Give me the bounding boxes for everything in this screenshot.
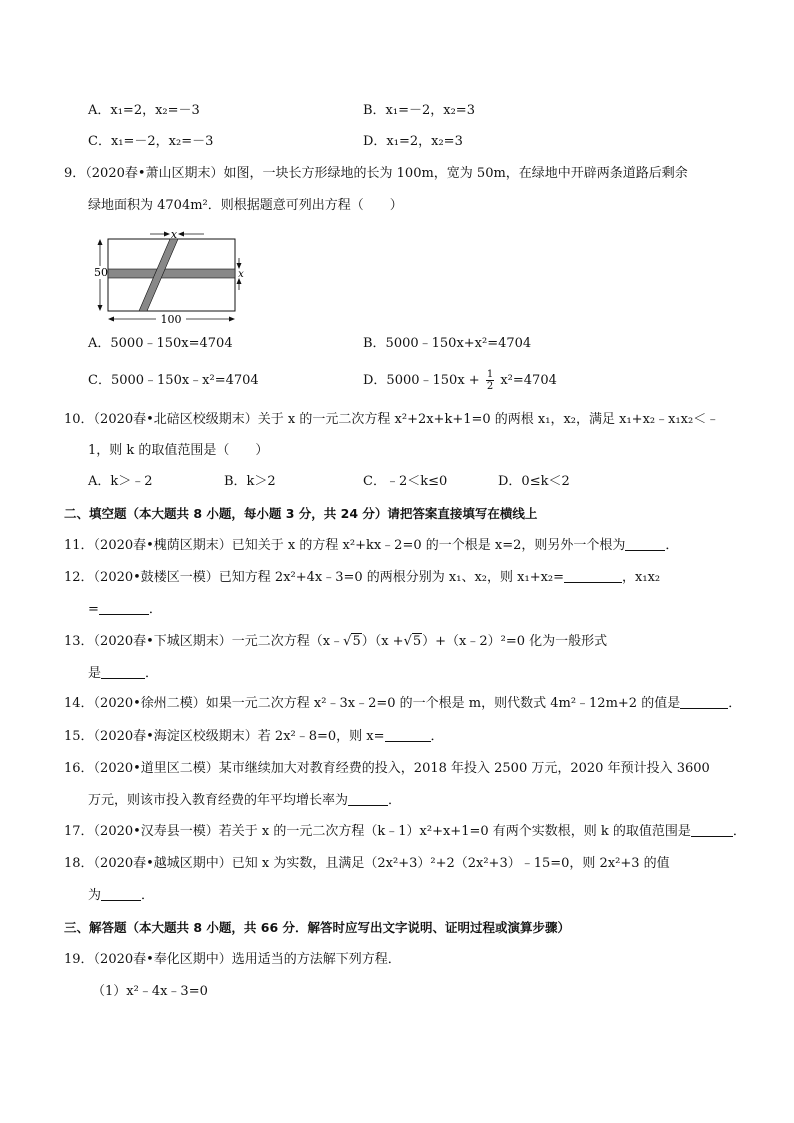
q9-option-d-suffix: x²=4704 xyxy=(500,373,557,388)
q12-line2: = ． xyxy=(88,602,162,617)
fraction-numerator: 1 xyxy=(486,369,494,380)
q9-option-d xyxy=(363,364,557,398)
q13-post: ）+（x﹣2）²=0 化为一般形式 xyxy=(422,634,608,649)
answer-blank xyxy=(101,886,141,901)
q10-stem-line1: 10．（2020春•北碚区校级期末）关于 x 的一元二次方程 x²+2x+k+1=0 的两根 x₁，x₂，满足 x₁+x₂﹣x₁x₂＜﹣ xyxy=(64,412,720,427)
q10-option-c: C．﹣2＜k≤0 xyxy=(363,474,448,489)
q10-stem-line2: 1，则 k 的取值范围是（ ） xyxy=(88,443,269,458)
q8-option-d: D．x₁=2，x₂=3 xyxy=(363,134,463,149)
one-half-fraction xyxy=(486,369,494,392)
answer-blank xyxy=(385,727,431,742)
q9-stem-line1: 9．（2020春•萧山区期末）如图，一块长方形绿地的长为 100m，宽为 50m，在绿地中开辟两条道路后剩余 xyxy=(64,166,688,181)
radicand-1: 5 xyxy=(352,634,361,649)
q19-subquestion-1: （1）x²﹣4x﹣3=0 xyxy=(92,984,208,999)
q13-line1: 13．（2020春•下城区期末）一元二次方程（x﹣√5）（x +√5）+（x﹣2）²=0 化为一般形式 xyxy=(64,634,608,649)
q8-option-a: A．x₁=2，x₂=－3 xyxy=(88,103,200,118)
q10-option-d: D．0≤k＜2 xyxy=(498,474,570,489)
q14: 14．（2020•徐州二模）如果一元二次方程 x²﹣3x﹣2=0 的一个根是 m，则代数式 4m²﹣12m+2 的值是 ． xyxy=(64,696,742,711)
q9-stem-line2: 绿地面积为 4704m²．则根据题意可列出方程（ ） xyxy=(88,198,403,213)
answer-blank xyxy=(348,791,388,806)
q12-text: 12．（2020•鼓楼区一模）已知方程 2x²+4x﹣3=0 的两根分别为 x₁、x₂，则 x₁+x₂= xyxy=(64,570,565,585)
q17-text: 17．（2020•汉寿县一模）若关于 x 的一元二次方程（k﹣1）x²+x+1=0 有两个实数根，则 k 的取值范围是 xyxy=(64,824,691,839)
horizontal-road xyxy=(108,269,235,278)
q12-line1 xyxy=(64,568,660,588)
q18-line2: 为 ． xyxy=(88,888,155,903)
answer-blank xyxy=(691,822,733,837)
q11-text: 11．（2020春•槐荫区期末）已知关于 x 的方程 x²+kx﹣2=0 的一个根是 x=2，则另外一个根为 xyxy=(64,538,626,553)
q8-option-b: B．x₁=－2，x₂=3 xyxy=(363,103,475,118)
q11: 11．（2020春•槐荫区期末）已知关于 x 的方程 x²+kx﹣2=0 的一个根是 x=2，则另外一个根为 ． xyxy=(64,538,679,553)
q10-option-b: B．k＞2 xyxy=(224,474,276,489)
q9-option-c: C．5000﹣150x﹣x²=4704 xyxy=(88,373,259,388)
q13-mid: ）（x + xyxy=(361,634,404,649)
radicand-2: 5 xyxy=(412,634,422,649)
section-2-heading: 二、填空题（本大题共 8 小题，每小题 3 分，共 24 分）请把答案直接填写在横线上 xyxy=(64,506,538,521)
answer-blank xyxy=(680,694,728,709)
answer-blank xyxy=(101,664,145,679)
q16-line2: 万元，则该市投入教育经费的年平均增长率为 ． xyxy=(88,793,402,808)
road-top-label: x xyxy=(170,228,178,241)
q9-rectangle-figure xyxy=(94,226,254,326)
q18-line2-text: 为 xyxy=(88,888,102,903)
height-label: 50 xyxy=(94,266,108,279)
q13-line2-text: 是 xyxy=(88,666,102,681)
q19-stem: 19．（2020春•奉化区期中）选用适当的方法解下列方程． xyxy=(64,952,401,967)
q16-line2-text: 万元，则该市投入教育经费的年平均增长率为 xyxy=(88,793,349,808)
q15-text: 15．（2020春•海淀区校级期末）若 2x²﹣8=0，则 x= xyxy=(64,729,385,744)
road-side-label: x xyxy=(238,269,244,280)
q18-line1: 18．（2020春•越城区期中）已知 x 为实数，且满足（2x²+3）²+2（2x²+3）﹣15=0，则 2x²+3 的值 xyxy=(64,856,670,871)
q12-tail: ，x₁x₂ xyxy=(622,570,661,585)
q15: 15．（2020春•海淀区校级期末）若 2x²﹣8=0，则 x= ． xyxy=(64,729,444,744)
q8-option-c: C．x₁=－2，x₂=－3 xyxy=(88,134,214,149)
q9-option-d-prefix: D．5000﹣150x + xyxy=(363,373,480,388)
answer-blank xyxy=(564,568,622,583)
fraction-denominator: 2 xyxy=(486,381,494,392)
q14-text: 14．（2020•徐州二模）如果一元二次方程 x²﹣3x﹣2=0 的一个根是 m，则代数式 4m²﹣12m+2 的值是 xyxy=(64,696,681,711)
answer-blank xyxy=(625,536,665,551)
q9-option-b: B．5000﹣150x+x²=4704 xyxy=(363,336,532,351)
q9-option-a: A．5000﹣150x=4704 xyxy=(88,336,233,351)
q17: 17．（2020•汉寿县一模）若关于 x 的一元二次方程（k﹣1）x²+x+1=0 有两个实数根，则 k 的取值范围是 ． xyxy=(64,824,746,839)
width-label: 100 xyxy=(160,313,182,326)
q10-option-a: A．k＞﹣2 xyxy=(88,474,153,489)
q16-line1: 16．（2020•道里区二模）某市继续加大对教育经费的投入，2018 年投入 2500 万元，2020 年预计投入 3600 xyxy=(64,761,710,776)
q13-pre: 13．（2020春•下城区期末）一元二次方程（x﹣ xyxy=(64,634,344,649)
q13-line2: 是 ． xyxy=(88,666,159,681)
section-3-heading: 三、解答题（本大题共 8 小题，共 66 分．解答时应写出文字说明、证明过程或演算步骤） xyxy=(64,920,571,935)
answer-blank xyxy=(99,600,149,615)
q12-line2-text: = xyxy=(88,602,99,617)
